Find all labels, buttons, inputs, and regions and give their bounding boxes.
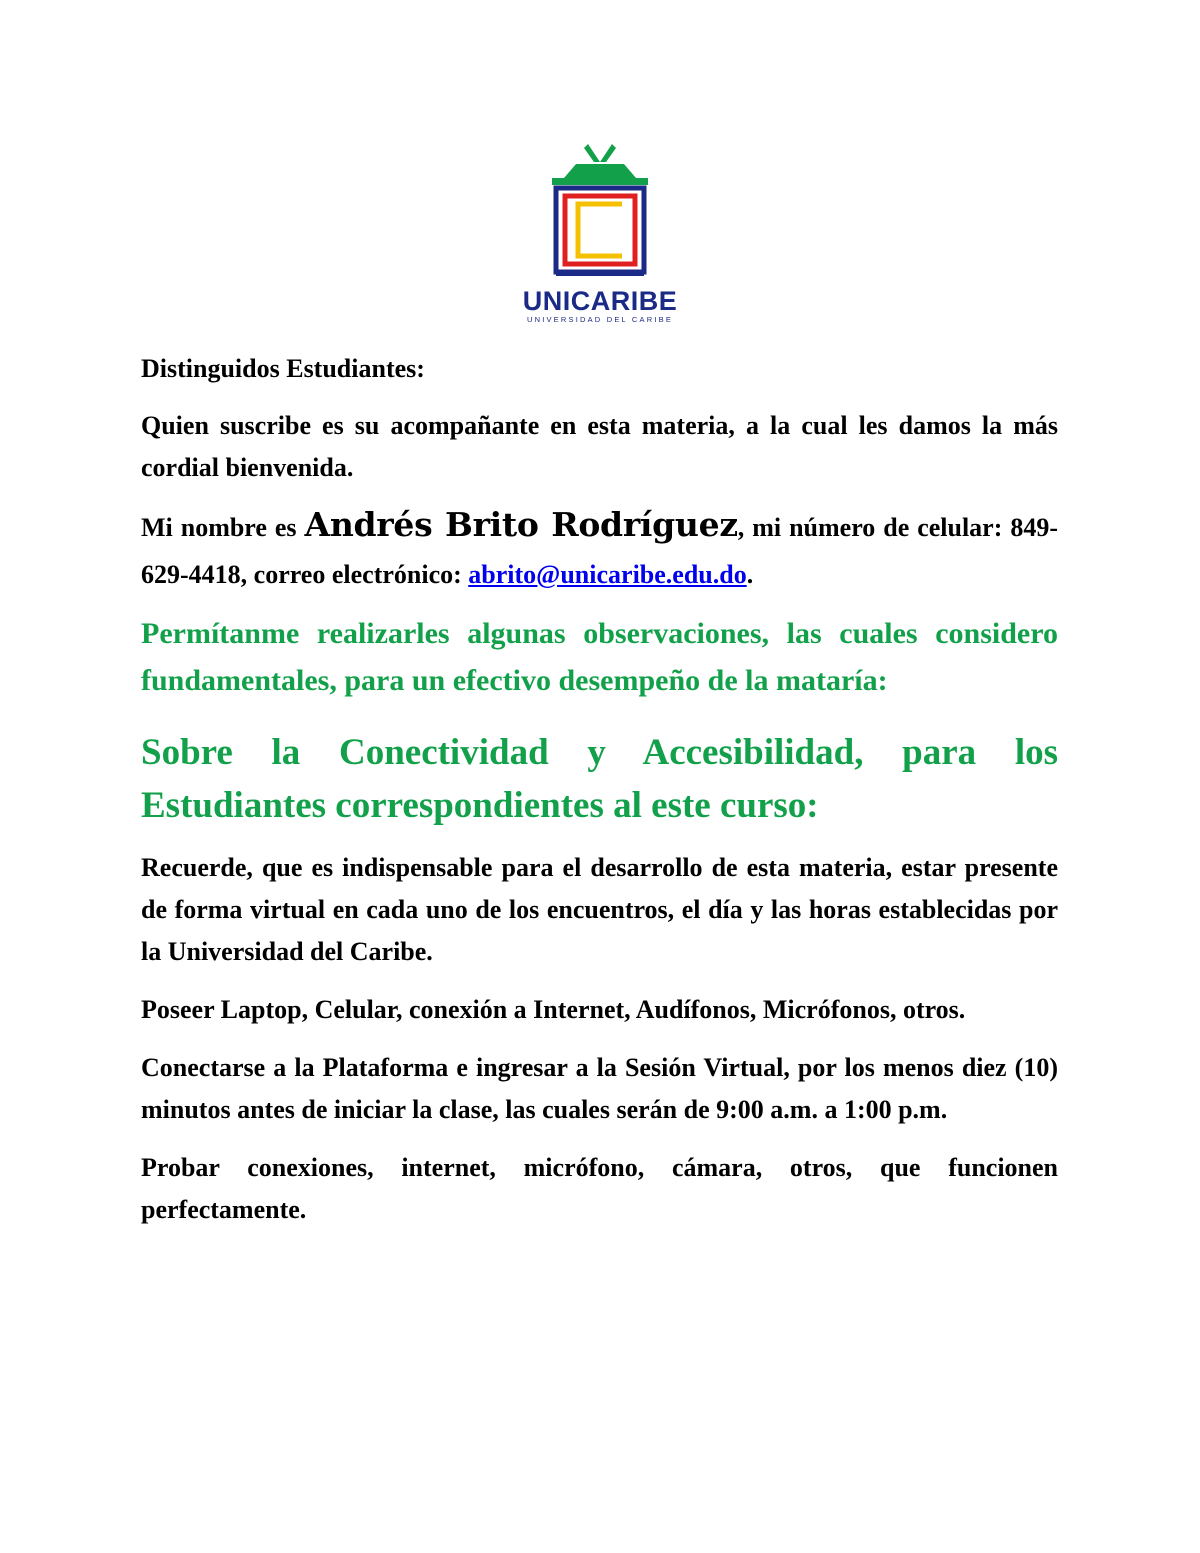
intro-paragraph: Quien suscribe es su acompañante en esta materia, a la cual les damos la más cordial bienvenida.: [141, 411, 1058, 482]
paragraph-attendance: Recuerde, que es indispensable para el desarrollo de esta materia, estar presente de forma virtual en cada uno de los encuentros, el día y las horas establecidas por la Universidad del Caribe.: [141, 853, 1058, 966]
name-prefix: Mi nombre es: [141, 513, 305, 542]
letter-body: [141, 348, 1058, 1231]
email-link[interactable]: abrito@unicaribe.edu.do: [468, 560, 747, 589]
unicaribe-logo: [520, 140, 680, 330]
contact-details: , mi número de celular: 849-629-4418, correo electrónico:: [141, 513, 1059, 589]
paragraph-equipment: Poseer Laptop, Celular, conexión a Internet, Audífonos, Micrófonos, otros.: [141, 995, 966, 1024]
paragraph-test: Probar conexiones, internet, micrófono, cámara, otros, que funcionen perfectamente.: [141, 1153, 1058, 1224]
paragraph-connect: Conectarse a la Plataforma e ingresar a la Sesión Virtual, por los menos diez (10) minutos antes de iniciar la clase, las cuales serán de 9:00 a.m. a 1:00 p.m.: [141, 1053, 1058, 1124]
greeting: Distinguidos Estudiantes:: [141, 354, 425, 383]
section-heading: Sobre la Conectividad y Accesibilidad, para los Estudiantes correspondientes al este curso:: [141, 732, 1058, 826]
contact-paragraph: [141, 501, 1058, 598]
observations-paragraph: Permítanme realizarles algunas observaciones, las cuales considero fundamentales, para un efectivo desempeño de la mataría:: [141, 617, 1058, 697]
logo-subtitle: UNIVERSIDAD DEL CARIBE: [526, 315, 674, 324]
logo-wordmark: UNICARIBE: [522, 286, 678, 316]
logo-emblem-icon: [520, 140, 680, 280]
instructor-name: Andrés Brito Rodríguez: [304, 505, 738, 544]
email-period: .: [746, 560, 754, 589]
